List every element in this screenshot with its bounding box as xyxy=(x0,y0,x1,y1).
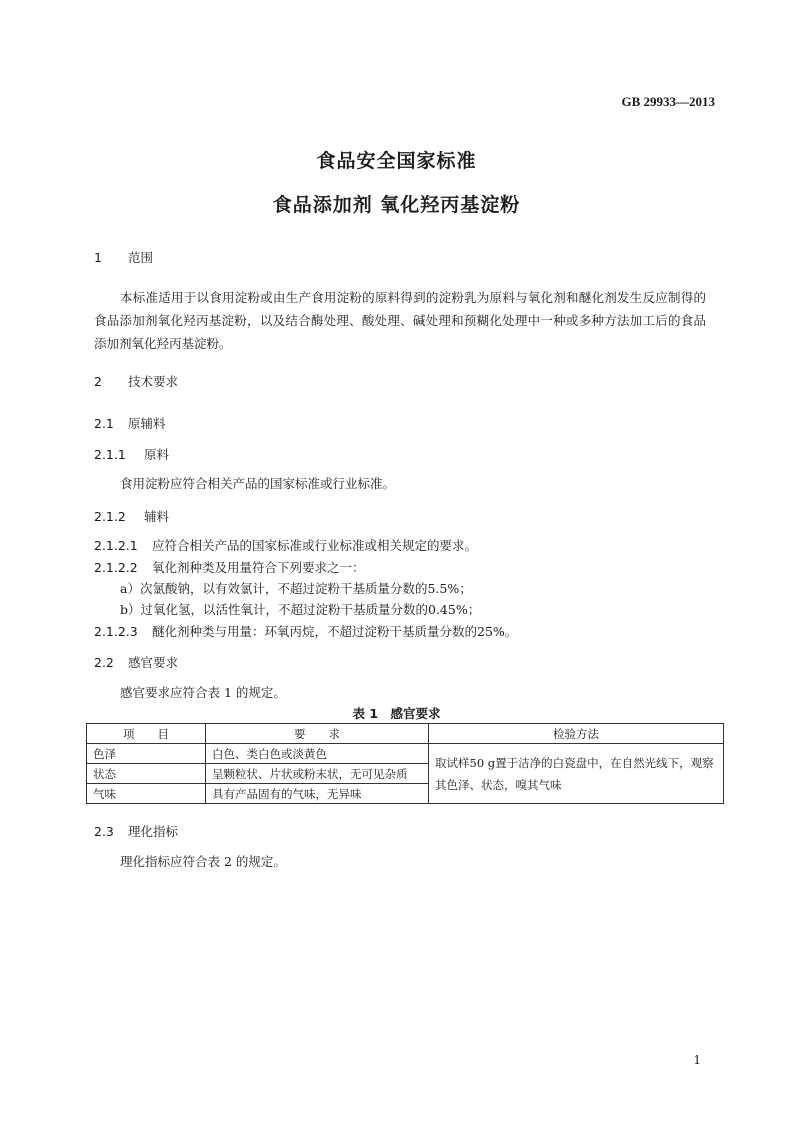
clause-number: 2.1.2.2 xyxy=(94,560,138,575)
section-2-1-1-heading xyxy=(94,445,169,463)
section-number: 2.2 xyxy=(94,655,114,670)
table-row xyxy=(87,744,724,764)
table-cell-item: 状态 xyxy=(87,764,206,784)
section-number: 2.1.1 xyxy=(94,447,126,462)
table-cell-requirement: 白色、类白色或淡黄色 xyxy=(206,744,429,764)
section-title: 感官要求 xyxy=(128,655,179,670)
table-header-requirement: 要 求 xyxy=(206,724,429,744)
table-header-item: 项 目 xyxy=(87,724,206,744)
clause-text: 应符合相关产品的国家标准或行业标准或相关规定的要求。 xyxy=(152,538,478,553)
table-header-method: 检验方法 xyxy=(429,724,724,744)
section-title: 原辅料 xyxy=(128,416,166,431)
clause-text: 醚化剂种类与用量：环氧丙烷，不超过淀粉干基质量分数的25%。 xyxy=(152,624,518,639)
clause-2-1-2-3 xyxy=(94,620,517,643)
section-title: 范围 xyxy=(128,250,154,265)
section-number: 1 xyxy=(94,250,102,265)
standard-code: GB 29933—2013 xyxy=(621,94,715,109)
section-2-1-2-heading xyxy=(94,507,169,525)
document-subtitle: 食品添加剂 氧化羟丙基淀粉 xyxy=(272,194,521,216)
section-number: 2 xyxy=(94,374,102,389)
section-number: 2.3 xyxy=(94,824,114,839)
section-2-heading xyxy=(94,372,178,390)
list-item-b: b）过氧化氢，以活性氧计，不超过淀粉干基质量分数的0.45%； xyxy=(120,602,481,617)
table-cell-item: 气味 xyxy=(87,784,206,804)
table-cell-method: 取试样50 g置于洁净的白瓷盘中，在自然光线下，观察其色泽、状态，嗅其气味 xyxy=(429,744,724,804)
section-2-1-1-body: 食用淀粉应符合相关产品的国家标准或行业标准。 xyxy=(120,476,396,491)
section-title: 技术要求 xyxy=(128,374,179,389)
clause-2-1-2-2 xyxy=(94,556,365,579)
clause-2-1-2-1 xyxy=(94,534,477,557)
section-2-3-body: 理化指标应符合表 2 的规定。 xyxy=(120,854,286,869)
section-number: 2.1.2 xyxy=(94,509,126,524)
list-item-a: a）次氯酸钠，以有效氯计，不超过淀粉干基质量分数的5.5%； xyxy=(120,581,472,596)
section-2-2-body: 感官要求应符合表 1 的规定。 xyxy=(120,685,286,700)
section-title: 辅料 xyxy=(144,509,170,524)
clause-number: 2.1.2.3 xyxy=(94,624,138,639)
table-header-row xyxy=(87,724,724,744)
clause-number: 2.1.2.1 xyxy=(94,538,138,553)
section-2-1-heading xyxy=(94,414,166,432)
section-number: 2.1 xyxy=(94,416,114,431)
section-2-3-heading xyxy=(94,822,178,840)
table-1-caption: 表 1 感官要求 xyxy=(352,706,441,721)
page-number: 1 xyxy=(693,1053,701,1067)
document-title: 食品安全国家标准 xyxy=(316,150,477,172)
section-title: 原料 xyxy=(144,447,170,462)
table-cell-requirement: 具有产品固有的气味，无异味 xyxy=(206,784,429,804)
table-cell-requirement: 呈颗粒状、片状或粉末状，无可见杂质 xyxy=(206,764,429,784)
table-cell-item: 色泽 xyxy=(87,744,206,764)
section-1-heading xyxy=(94,248,153,266)
sensory-requirements-table xyxy=(86,723,724,804)
section-1-body: 本标准适用于以食用淀粉或由生产食用淀粉的原料得到的淀粉乳为原料与氧化剂和醚化剂发生反应制得的食品添加剂氧化羟丙基淀粉，以及结合酶处理、酸处理、碱处理和预糊化处理中一种或多种方法加工后的食品添加剂氧化羟丙基淀粉。 xyxy=(94,290,706,351)
section-title: 理化指标 xyxy=(128,824,179,839)
section-2-2-heading xyxy=(94,653,178,671)
clause-text: 氧化剂种类及用量符合下列要求之一： xyxy=(152,560,365,575)
